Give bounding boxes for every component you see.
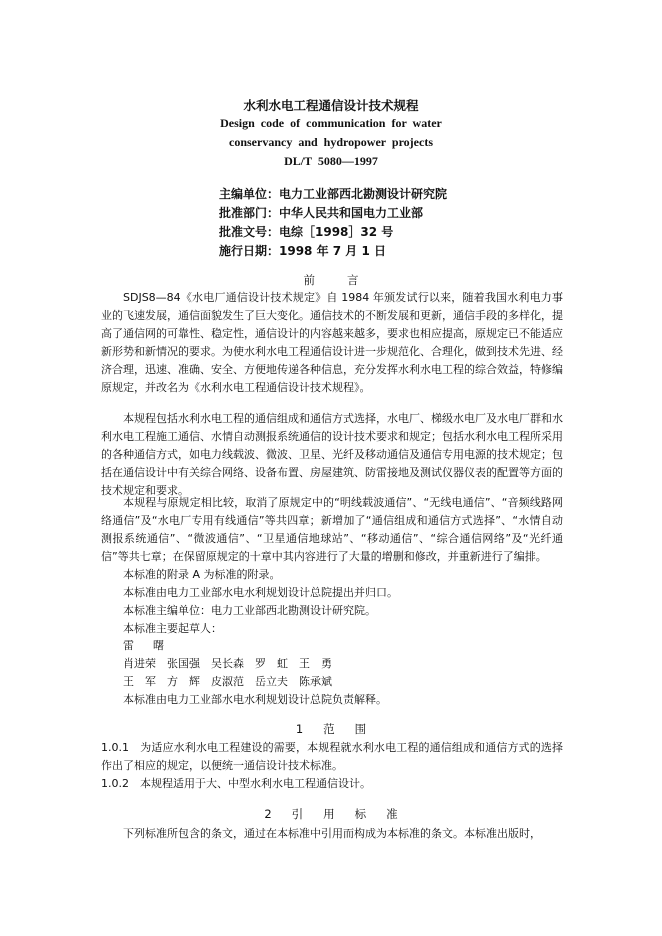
foreword-heading-char1: 前 (303, 273, 315, 287)
foreword-line-drafters-label: 本标准主要起草人： (123, 622, 222, 635)
foreword-line-editor: 本标准主编单位：电力工业部西北勘测设计研究院。 (123, 604, 376, 617)
section-title-char: 标 (354, 807, 367, 821)
foreword-paragraph-1: SDJS8—84《水电厂通信设计技术规定》自 1984 年颁发试行以来，随着我国水利电力事业的飞速发展，通信面貌发生了巨大变化。通信技术的不断发展和更新，通信手段的多样化，提高了通信网的可靠性、稳定性，通信设计的内容越来越多，要求也相应提高，原规定已不能适应新形势和新情况的要求。为使水利水电工程通信设计进一步规范化、合理化，做到技术先进、经济合理，迅速、准确、安全、方便地传递各种信息，充分发挥水利水电工程的综合效益，特修编原规定，并改名为《水利水电工程通信设计技术规程》。 (101, 291, 563, 394)
foreword-line-appendix: 本标准的附录 A 为标准的附录。 (123, 568, 281, 581)
section-number: 1 (295, 722, 304, 736)
meta-effective-date: 施行日期：1998 年 7 月 1 日 (219, 244, 386, 258)
section-title-char: 范 (323, 722, 335, 736)
section-title-char: 用 (323, 807, 335, 821)
references-paragraph: 下列标准所包含的条文，通过在本标准中引用而构成为本标准的条文。本标准出版时， (123, 827, 541, 840)
foreword-heading (0, 272, 662, 288)
standard-code: DL/T 5080—1997 (284, 154, 378, 168)
drafter-names-3: 王 军 方 辉 皮淑范 岳立夫 陈承斌 (123, 675, 332, 688)
foreword-line-interpreter: 本标准由电力工业部水电水利规划设计总院负责解释。 (123, 693, 387, 706)
clause-1-0-1: 1.0.1 为适应水利水电工程建设的需要，本规程就水利水电工程的通信组成和通信方式的选择作出了相应的规定，以便统一通信设计技术标准。 (101, 741, 563, 772)
meta-editor: 主编单位：电力工业部西北勘测设计研究院 (219, 187, 448, 201)
foreword-paragraph-3: 本规程与原规定相比较，取消了原规定中的“明线载波通信”、“无线电通信”、“音频线路网络通信”及“水电厂专用有线通信”等共四章；新增加了“通信组成和通信方式选择”、“水情自动测报系统通信”、“微波通信”、“卫星通信地球站”、“移动通信”、“综合通信网络”及“光纤通信”等共七章；在保留原规定的十章中其内容进行了大量的增删和修改，并重新进行了编排。 (101, 496, 563, 563)
section-heading-references (0, 806, 662, 822)
drafter-names-2: 肖进荣 张国强 吴长森 罗 虹 王 勇 (123, 657, 332, 670)
document-title-en-line1: Design code of communication for water (220, 116, 442, 130)
section-title-char: 引 (291, 807, 304, 821)
section-heading-scope (0, 721, 662, 737)
meta-approver: 批准部门：中华人民共和国电力工业部 (219, 206, 424, 220)
section-title-char: 准 (386, 807, 398, 821)
document-title-en-line2: conservancy and hydropower projects (229, 135, 433, 149)
section-number: 2 (264, 807, 272, 821)
drafter-names-1: 雷 曙 (123, 639, 168, 652)
clause-1-0-2: 1.0.2 本规程适用于大、中型水利水电工程通信设计。 (101, 777, 371, 790)
document-title-zh: 水利水电工程通信设计技术规程 (243, 98, 419, 113)
foreword-paragraph-2: 本规程包括水利水电工程的通信组成和通信方式选择，水电厂、梯级水电厂及水电厂群和水利水电工程施工通信、水情自动测报系统通信的设计技术要求和规定；包括水利水电工程所采用的各种通信方式，如电力线载波、微波、卫星、光纤及移动通信及通信专用电源的技术规定；包括在通信设计中有关综合网络、设备布置、房屋建筑、防雷接地及测试仪器仪表的配置等方面的技术规定和要求。 (101, 412, 563, 497)
meta-approval-no: 批准文号：电综［1998］32 号 (219, 225, 394, 239)
foreword-heading-char2: 言 (347, 273, 359, 287)
foreword-line-proposer: 本标准由电力工业部水电水利规划设计总院提出并归口。 (123, 586, 398, 599)
section-title-char: 围 (354, 722, 367, 736)
